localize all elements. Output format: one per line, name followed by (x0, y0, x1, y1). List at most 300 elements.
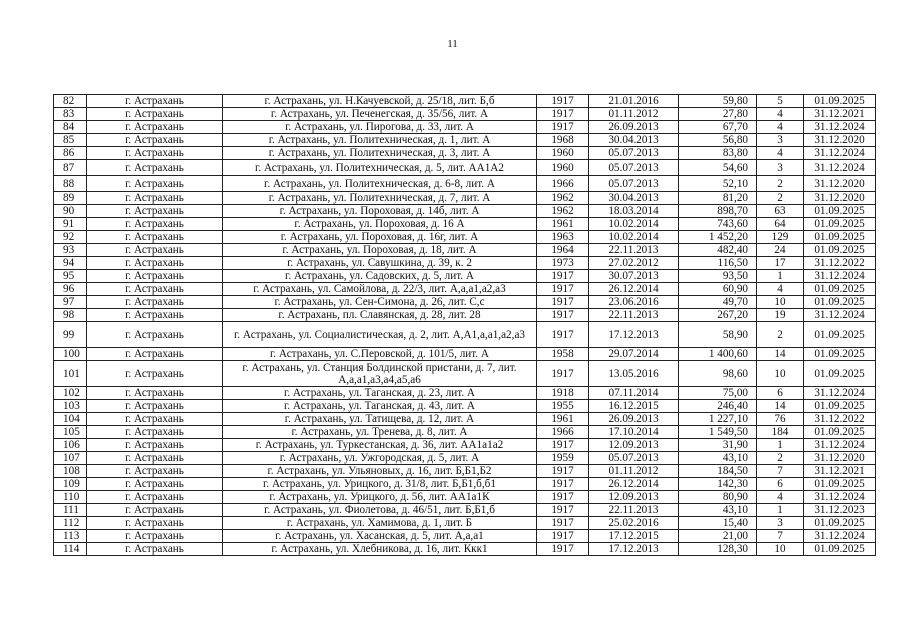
cell-locality: г. Астрахань (87, 322, 223, 348)
table-row (54, 478, 876, 491)
cell-build-year: 1964 (537, 244, 589, 257)
cell-residents: 10 (757, 543, 804, 556)
cell-locality: г. Астрахань (87, 309, 223, 322)
cell-row-number: 112 (54, 517, 87, 530)
cell-inspection-date: 05.07.2013 (589, 452, 679, 465)
cell-inspection-date: 01.11.2012 (589, 465, 679, 478)
cell-row-number: 104 (54, 413, 87, 426)
cell-area: 898,70 (679, 205, 757, 218)
cell-residents: 2 (757, 192, 804, 205)
table-row (54, 439, 876, 452)
cell-area: 83,80 (679, 147, 757, 160)
cell-residents: 4 (757, 108, 804, 121)
cell-residents: 1 (757, 439, 804, 452)
cell-residents: 1 (757, 504, 804, 517)
cell-inspection-date: 26.09.2013 (589, 121, 679, 134)
cell-residents: 4 (757, 121, 804, 134)
cell-area: 59,80 (679, 95, 757, 108)
cell-address: г. Астрахань, ул. Таганская, д. 43, лит. А (223, 400, 537, 413)
cell-residents: 24 (757, 244, 804, 257)
cell-residents: 5 (757, 95, 804, 108)
cell-area: 21,00 (679, 530, 757, 543)
cell-inspection-date: 22.11.2013 (589, 504, 679, 517)
cell-residents: 10 (757, 296, 804, 309)
cell-inspection-date: 29.07.2014 (589, 348, 679, 361)
cell-resettlement-deadline: 31.12.2023 (804, 504, 876, 517)
cell-address: г. Астрахань, ул. Хлебникова, д. 16, лит. Ккк1 (223, 543, 537, 556)
cell-inspection-date: 22.11.2013 (589, 244, 679, 257)
cell-resettlement-deadline: 31.12.2021 (804, 465, 876, 478)
cell-resettlement-deadline: 01.09.2025 (804, 400, 876, 413)
cell-row-number: 101 (54, 361, 87, 387)
cell-build-year: 1917 (537, 439, 589, 452)
cell-build-year: 1917 (537, 491, 589, 504)
table-row (54, 231, 876, 244)
cell-resettlement-deadline: 31.12.2024 (804, 387, 876, 400)
cell-address: г. Астрахань, ул. Ужгородская, д. 5, лит. А (223, 452, 537, 465)
cell-residents: 4 (757, 283, 804, 296)
cell-residents: 184 (757, 426, 804, 439)
cell-address: г. Астрахань, ул. Савушкина, д. 39, к. 2 (223, 257, 537, 270)
cell-resettlement-deadline: 31.12.2024 (804, 147, 876, 160)
cell-address: г. Астрахань, ул. Пороховая, д. 14б, лит. А (223, 205, 537, 218)
cell-row-number: 109 (54, 478, 87, 491)
cell-address: г. Астрахань, пл. Славянская, д. 28, лит. 28 (223, 309, 537, 322)
cell-area: 128,30 (679, 543, 757, 556)
cell-area: 80,90 (679, 491, 757, 504)
cell-build-year: 1960 (537, 160, 589, 176)
cell-resettlement-deadline: 01.09.2025 (804, 231, 876, 244)
cell-row-number: 97 (54, 296, 87, 309)
table-row (54, 465, 876, 478)
cell-row-number: 86 (54, 147, 87, 160)
cell-address: г. Астрахань, ул. Н.Качуевской, д. 25/18, лит. Б,б (223, 95, 537, 108)
cell-row-number: 99 (54, 322, 87, 348)
cell-residents: 7 (757, 465, 804, 478)
cell-inspection-date: 17.12.2013 (589, 543, 679, 556)
cell-address: г. Астрахань, ул. Садовских, д. 5, лит. А (223, 270, 537, 283)
cell-address: г. Астрахань, ул. Фиолетова, д. 46/51, лит. Б,Б1,б (223, 504, 537, 517)
cell-inspection-date: 26.09.2013 (589, 413, 679, 426)
table-row (54, 244, 876, 257)
page-number: 11 (447, 38, 458, 50)
cell-resettlement-deadline: 31.12.2020 (804, 192, 876, 205)
cell-address: г. Астрахань, ул. Татищева, д. 12, лит. А (223, 413, 537, 426)
cell-area: 43,10 (679, 504, 757, 517)
cell-address: г. Астрахань, ул. Пороховая, д. 18, лит. А (223, 244, 537, 257)
cell-address: г. Астрахань, ул. Политехническая, д. 5, лит. АА1А2 (223, 160, 537, 176)
cell-build-year: 1917 (537, 322, 589, 348)
cell-resettlement-deadline: 01.09.2025 (804, 218, 876, 231)
cell-build-year: 1917 (537, 478, 589, 491)
table-row (54, 387, 876, 400)
cell-resettlement-deadline: 31.12.2024 (804, 309, 876, 322)
cell-address: г. Астрахань, ул. Социалистическая, д. 2, лит. А,А1,а,а1,а2,а3 (223, 322, 537, 348)
cell-build-year: 1918 (537, 387, 589, 400)
cell-inspection-date: 17.10.2014 (589, 426, 679, 439)
cell-residents: 19 (757, 309, 804, 322)
cell-residents: 2 (757, 452, 804, 465)
cell-area: 1 452,20 (679, 231, 757, 244)
cell-locality: г. Астрахань (87, 244, 223, 257)
cell-area: 56,80 (679, 134, 757, 147)
cell-resettlement-deadline: 01.09.2025 (804, 244, 876, 257)
cell-area: 246,40 (679, 400, 757, 413)
cell-resettlement-deadline: 01.09.2025 (804, 543, 876, 556)
cell-row-number: 94 (54, 257, 87, 270)
cell-row-number: 102 (54, 387, 87, 400)
cell-build-year: 1961 (537, 413, 589, 426)
cell-row-number: 88 (54, 176, 87, 192)
cell-inspection-date: 10.02.2014 (589, 218, 679, 231)
cell-residents: 2 (757, 322, 804, 348)
cell-residents: 6 (757, 478, 804, 491)
cell-residents: 7 (757, 530, 804, 543)
cell-area: 1 400,60 (679, 348, 757, 361)
cell-row-number: 82 (54, 95, 87, 108)
cell-locality: г. Астрахань (87, 504, 223, 517)
table-row (54, 426, 876, 439)
cell-area: 27,80 (679, 108, 757, 121)
cell-row-number: 113 (54, 530, 87, 543)
cell-row-number: 108 (54, 465, 87, 478)
cell-address: г. Астрахань, ул. Станция Болдинской пристани, д. 7, лит. А,а,а1,а3,а4,а5,а6 (223, 361, 537, 387)
cell-area: 75,00 (679, 387, 757, 400)
cell-inspection-date: 26.12.2014 (589, 478, 679, 491)
cell-locality: г. Астрахань (87, 108, 223, 121)
cell-inspection-date: 26.12.2014 (589, 283, 679, 296)
cell-residents: 17 (757, 257, 804, 270)
cell-area: 98,60 (679, 361, 757, 387)
cell-inspection-date: 13.05.2016 (589, 361, 679, 387)
table-row (54, 530, 876, 543)
cell-build-year: 1917 (537, 309, 589, 322)
cell-locality: г. Астрахань (87, 452, 223, 465)
cell-build-year: 1917 (537, 121, 589, 134)
cell-area: 60,90 (679, 283, 757, 296)
cell-area: 743,60 (679, 218, 757, 231)
cell-locality: г. Астрахань (87, 121, 223, 134)
cell-build-year: 1962 (537, 192, 589, 205)
cell-address: г. Астрахань, ул. Урицкого, д. 31/8, лит. Б,Б1,б,б1 (223, 478, 537, 491)
cell-residents: 14 (757, 348, 804, 361)
cell-inspection-date: 30.04.2013 (589, 192, 679, 205)
cell-area: 142,30 (679, 478, 757, 491)
cell-locality: г. Астрахань (87, 257, 223, 270)
cell-row-number: 98 (54, 309, 87, 322)
cell-area: 58,90 (679, 322, 757, 348)
cell-locality: г. Астрахань (87, 361, 223, 387)
cell-address: г. Астрахань, ул. Туркестанская, д. 36, лит. АА1а1а2 (223, 439, 537, 452)
cell-locality: г. Астрахань (87, 205, 223, 218)
cell-locality: г. Астрахань (87, 517, 223, 530)
cell-build-year: 1958 (537, 348, 589, 361)
cell-area: 116,50 (679, 257, 757, 270)
cell-residents: 10 (757, 361, 804, 387)
cell-locality: г. Астрахань (87, 218, 223, 231)
cell-address: г. Астрахань, ул. Ульяновых, д. 16, лит. Б,Б1,Б2 (223, 465, 537, 478)
cell-build-year: 1917 (537, 530, 589, 543)
cell-address: г. Астрахань, ул. Политехническая, д. 6-8, лит. А (223, 176, 537, 192)
cell-inspection-date: 17.12.2015 (589, 530, 679, 543)
cell-inspection-date: 23.06.2016 (589, 296, 679, 309)
cell-address: г. Астрахань, ул. Самойлова, д. 22/3, лит. А,а,а1,а2,а3 (223, 283, 537, 296)
cell-area: 81,20 (679, 192, 757, 205)
cell-row-number: 91 (54, 218, 87, 231)
cell-residents: 4 (757, 491, 804, 504)
cell-row-number: 90 (54, 205, 87, 218)
cell-resettlement-deadline: 31.12.2024 (804, 491, 876, 504)
cell-row-number: 106 (54, 439, 87, 452)
cell-address: г. Астрахань, ул. Пирогова, д. 33, лит. А (223, 121, 537, 134)
cell-resettlement-deadline: 01.09.2025 (804, 205, 876, 218)
cell-area: 184,50 (679, 465, 757, 478)
cell-area: 267,20 (679, 309, 757, 322)
cell-residents: 76 (757, 413, 804, 426)
cell-row-number: 111 (54, 504, 87, 517)
cell-inspection-date: 18.03.2014 (589, 205, 679, 218)
table-row (54, 147, 876, 160)
cell-build-year: 1968 (537, 134, 589, 147)
cell-resettlement-deadline: 01.09.2025 (804, 517, 876, 530)
cell-build-year: 1917 (537, 296, 589, 309)
table-row (54, 400, 876, 413)
cell-resettlement-deadline: 31.12.2021 (804, 108, 876, 121)
cell-residents: 3 (757, 134, 804, 147)
cell-residents: 14 (757, 400, 804, 413)
cell-residents: 64 (757, 218, 804, 231)
cell-build-year: 1917 (537, 108, 589, 121)
cell-row-number: 96 (54, 283, 87, 296)
table-row (54, 95, 876, 108)
cell-inspection-date: 10.02.2014 (589, 231, 679, 244)
cell-address: г. Астрахань, ул. Таганская, д. 23, лит. А (223, 387, 537, 400)
cell-address: г. Астрахань, ул. Сен-Симона, д. 26, лит. С,с (223, 296, 537, 309)
cell-area: 31,90 (679, 439, 757, 452)
cell-build-year: 1917 (537, 361, 589, 387)
cell-build-year: 1962 (537, 205, 589, 218)
cell-residents: 63 (757, 205, 804, 218)
cell-locality: г. Астрахань (87, 348, 223, 361)
cell-inspection-date: 30.07.2013 (589, 270, 679, 283)
cell-inspection-date: 07.11.2014 (589, 387, 679, 400)
cell-inspection-date: 25.02.2016 (589, 517, 679, 530)
cell-resettlement-deadline: 01.09.2025 (804, 283, 876, 296)
cell-resettlement-deadline: 01.09.2025 (804, 348, 876, 361)
table-row (54, 283, 876, 296)
cell-area: 93,50 (679, 270, 757, 283)
cell-inspection-date: 12.09.2013 (589, 491, 679, 504)
cell-inspection-date: 22.11.2013 (589, 309, 679, 322)
cell-area: 482,40 (679, 244, 757, 257)
cell-residents: 3 (757, 517, 804, 530)
cell-locality: г. Астрахань (87, 283, 223, 296)
table-row (54, 192, 876, 205)
cell-resettlement-deadline: 31.12.2024 (804, 270, 876, 283)
cell-row-number: 85 (54, 134, 87, 147)
cell-locality: г. Астрахань (87, 160, 223, 176)
cell-address: г. Астрахань, ул. Политехническая, д. 3, лит. А (223, 147, 537, 160)
cell-build-year: 1961 (537, 218, 589, 231)
cell-build-year: 1917 (537, 517, 589, 530)
cell-locality: г. Астрахань (87, 413, 223, 426)
cell-locality: г. Астрахань (87, 491, 223, 504)
cell-address: г. Астрахань, ул. Пороховая, д. 16г, лит. А (223, 231, 537, 244)
cell-build-year: 1966 (537, 426, 589, 439)
table-row (54, 257, 876, 270)
cell-inspection-date: 17.12.2013 (589, 322, 679, 348)
cell-row-number: 103 (54, 400, 87, 413)
cell-resettlement-deadline: 31.12.2020 (804, 452, 876, 465)
cell-row-number: 110 (54, 491, 87, 504)
table-row (54, 309, 876, 322)
cell-resettlement-deadline: 01.09.2025 (804, 426, 876, 439)
cell-row-number: 114 (54, 543, 87, 556)
cell-resettlement-deadline: 01.09.2025 (804, 95, 876, 108)
table-row (54, 205, 876, 218)
cell-inspection-date: 01.11.2012 (589, 108, 679, 121)
table-row (54, 270, 876, 283)
cell-locality: г. Астрахань (87, 439, 223, 452)
cell-area: 1 549,50 (679, 426, 757, 439)
cell-build-year: 1959 (537, 452, 589, 465)
cell-build-year: 1963 (537, 231, 589, 244)
cell-address: г. Астрахань, ул. Политехническая, д. 7, лит. А (223, 192, 537, 205)
cell-locality: г. Астрахань (87, 543, 223, 556)
table-row (54, 160, 876, 176)
cell-locality: г. Астрахань (87, 147, 223, 160)
cell-locality: г. Астрахань (87, 231, 223, 244)
cell-build-year: 1960 (537, 147, 589, 160)
cell-row-number: 93 (54, 244, 87, 257)
cell-locality: г. Астрахань (87, 296, 223, 309)
cell-row-number: 83 (54, 108, 87, 121)
cell-inspection-date: 16.12.2015 (589, 400, 679, 413)
cell-locality: г. Астрахань (87, 270, 223, 283)
table-row (54, 296, 876, 309)
cell-area: 49,70 (679, 296, 757, 309)
cell-resettlement-deadline: 31.12.2024 (804, 530, 876, 543)
table-row (54, 176, 876, 192)
table-row (54, 452, 876, 465)
cell-locality: г. Астрахань (87, 95, 223, 108)
cell-resettlement-deadline: 01.09.2025 (804, 322, 876, 348)
table-row (54, 504, 876, 517)
table-row (54, 218, 876, 231)
cell-residents: 1 (757, 270, 804, 283)
cell-row-number: 92 (54, 231, 87, 244)
cell-locality: г. Астрахань (87, 176, 223, 192)
cell-area: 67,70 (679, 121, 757, 134)
cell-area: 15,40 (679, 517, 757, 530)
cell-locality: г. Астрахань (87, 134, 223, 147)
table-row (54, 517, 876, 530)
cell-build-year: 1917 (537, 95, 589, 108)
table-row (54, 543, 876, 556)
cell-build-year: 1917 (537, 465, 589, 478)
cell-address: г. Астрахань, ул. Хамимова, д. 1, лит. Б (223, 517, 537, 530)
cell-address: г. Астрахань, ул. Печенегская, д. 35/56, лит. А (223, 108, 537, 121)
cell-residents: 129 (757, 231, 804, 244)
cell-resettlement-deadline: 31.12.2022 (804, 413, 876, 426)
cell-locality: г. Астрахань (87, 426, 223, 439)
cell-build-year: 1966 (537, 176, 589, 192)
cell-inspection-date: 05.07.2013 (589, 160, 679, 176)
cell-resettlement-deadline: 31.12.2024 (804, 439, 876, 452)
cell-build-year: 1917 (537, 543, 589, 556)
table-row (54, 108, 876, 121)
cell-address: г. Астрахань, ул. Хасанская, д. 5, лит. А,а,а1 (223, 530, 537, 543)
cell-locality: г. Астрахань (87, 478, 223, 491)
cell-resettlement-deadline: 01.09.2025 (804, 478, 876, 491)
cell-build-year: 1917 (537, 270, 589, 283)
table-row (54, 322, 876, 348)
cell-build-year: 1973 (537, 257, 589, 270)
cell-resettlement-deadline: 01.09.2025 (804, 296, 876, 309)
cell-row-number: 89 (54, 192, 87, 205)
cell-build-year: 1917 (537, 504, 589, 517)
housing-registry-table (53, 94, 876, 556)
cell-locality: г. Астрахань (87, 387, 223, 400)
cell-address: г. Астрахань, ул. Тренева, д. 8, лит. А (223, 426, 537, 439)
cell-resettlement-deadline: 31.12.2020 (804, 134, 876, 147)
table-row (54, 491, 876, 504)
cell-inspection-date: 30.04.2013 (589, 134, 679, 147)
cell-area: 54,60 (679, 160, 757, 176)
cell-inspection-date: 21.01.2016 (589, 95, 679, 108)
cell-row-number: 84 (54, 121, 87, 134)
cell-resettlement-deadline: 31.12.2022 (804, 257, 876, 270)
cell-resettlement-deadline: 01.09.2025 (804, 361, 876, 387)
cell-area: 1 227,10 (679, 413, 757, 426)
cell-area: 52,10 (679, 176, 757, 192)
cell-address: г. Астрахань, ул. Пороховая, д. 16 А (223, 218, 537, 231)
cell-resettlement-deadline: 31.12.2024 (804, 160, 876, 176)
registry-body (54, 95, 876, 556)
cell-inspection-date: 12.09.2013 (589, 439, 679, 452)
cell-inspection-date: 27.02.2012 (589, 257, 679, 270)
cell-locality: г. Астрахань (87, 465, 223, 478)
cell-row-number: 95 (54, 270, 87, 283)
cell-locality: г. Астрахань (87, 192, 223, 205)
table-row (54, 361, 876, 387)
cell-area: 43,10 (679, 452, 757, 465)
cell-residents: 4 (757, 147, 804, 160)
cell-row-number: 100 (54, 348, 87, 361)
table-row (54, 413, 876, 426)
cell-locality: г. Астрахань (87, 400, 223, 413)
table-row (54, 121, 876, 134)
cell-address: г. Астрахань, ул. Политехническая, д. 1, лит. А (223, 134, 537, 147)
cell-residents: 3 (757, 160, 804, 176)
cell-row-number: 105 (54, 426, 87, 439)
cell-address: г. Астрахань, ул. Урицкого, д. 56, лит. АА1а1К (223, 491, 537, 504)
table-row (54, 348, 876, 361)
cell-address: г. Астрахань, ул. С.Перовской, д. 101/5, лит. А (223, 348, 537, 361)
cell-row-number: 87 (54, 160, 87, 176)
cell-resettlement-deadline: 31.12.2024 (804, 121, 876, 134)
table-row (54, 134, 876, 147)
cell-residents: 6 (757, 387, 804, 400)
cell-build-year: 1917 (537, 283, 589, 296)
cell-inspection-date: 05.07.2013 (589, 147, 679, 160)
cell-build-year: 1955 (537, 400, 589, 413)
cell-inspection-date: 05.07.2013 (589, 176, 679, 192)
cell-residents: 2 (757, 176, 804, 192)
cell-row-number: 107 (54, 452, 87, 465)
cell-locality: г. Астрахань (87, 530, 223, 543)
cell-resettlement-deadline: 31.12.2020 (804, 176, 876, 192)
